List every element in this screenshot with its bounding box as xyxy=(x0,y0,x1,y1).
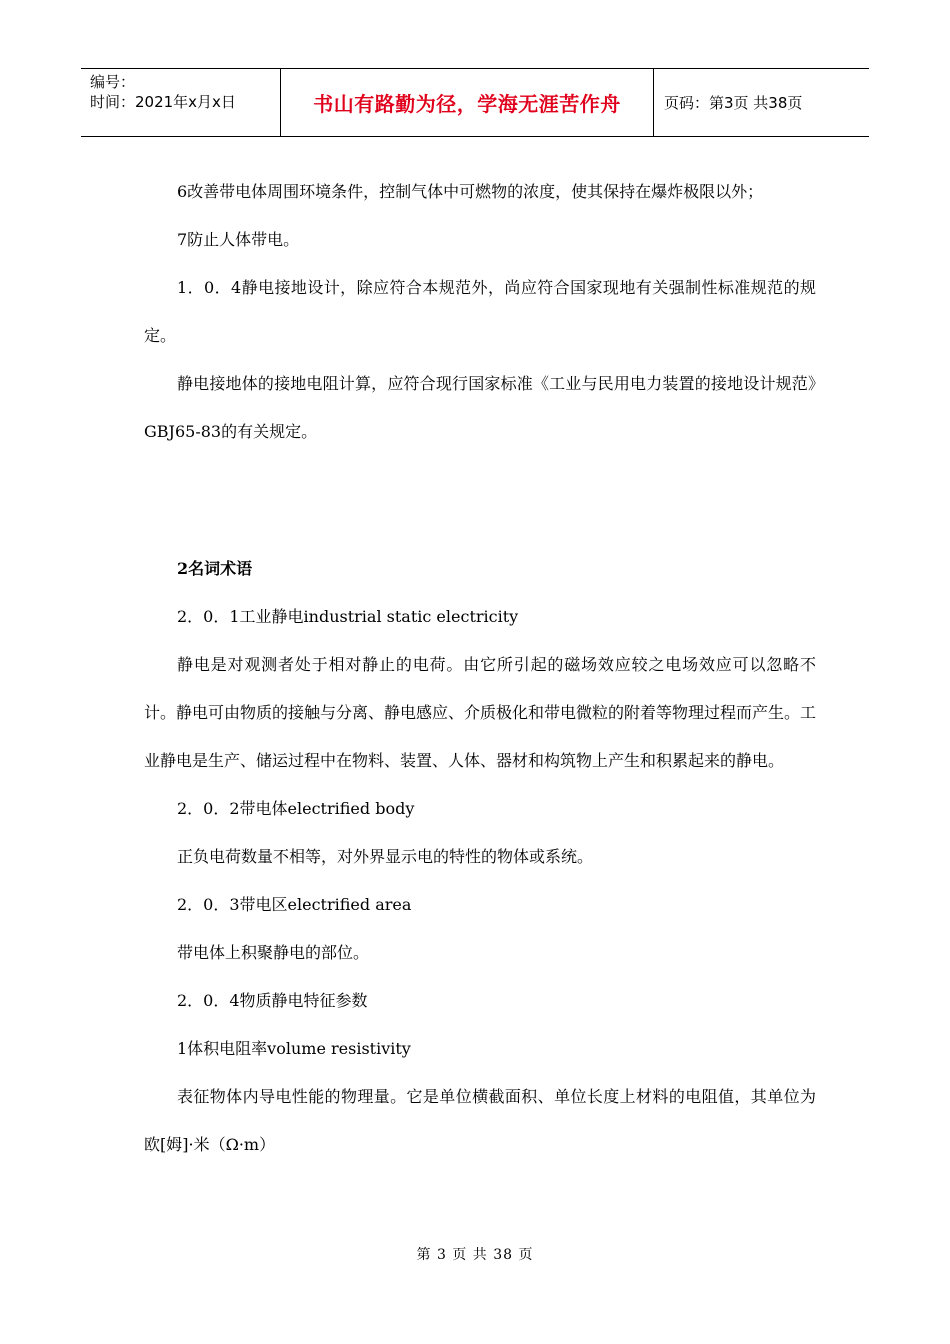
document-body xyxy=(144,168,816,1169)
term-heading: 2．0．4物质静电特征参数 xyxy=(177,991,368,1010)
paragraph: 静电接地体的接地电阻计算，应符合现行国家标准《工业与民用电力装置的接地设计规范》GBJ65-83的有关规定。 xyxy=(144,374,816,441)
paragraph: 1．0．4静电接地设计，除应符合本规范外，尚应符合国家现地有关强制性标准规范的规定。 xyxy=(144,278,816,345)
header-meta xyxy=(81,69,281,136)
term-subheading: 1体积电阻率volume resistivity xyxy=(177,1039,411,1058)
number-label: 编号： xyxy=(90,73,136,91)
spacer xyxy=(144,456,816,545)
term-heading: 2．0．1工业静电industrial static electricity xyxy=(177,607,519,626)
paragraph: 6改善带电体周围环境条件，控制气体中可燃物的浓度，使其保持在爆炸极限以外； xyxy=(177,182,764,201)
term-heading: 2．0．3带电区electrified area xyxy=(177,895,412,914)
paragraph: 7防止人体带电。 xyxy=(177,230,300,249)
paragraph: 正负电荷数量不相等，对外界显示电的特性的物体或系统。 xyxy=(177,847,594,866)
document-header xyxy=(81,68,869,137)
paragraph: 带电体上积聚静电的部位。 xyxy=(177,943,370,962)
header-page-info: 页码：第3页 共38页 xyxy=(664,94,803,112)
paragraph: 表征物体内导电性能的物理量。它是单位横截面积、单位长度上材料的电阻值，其单位为欧[姆]·米（Ω·m） xyxy=(144,1087,816,1154)
header-motto: 书山有路勤为径，学海无涯苦作舟 xyxy=(281,69,654,136)
page-footer: 第 3 页 共 38 页 xyxy=(416,1247,534,1263)
section-title: 2名词术语 xyxy=(177,559,253,578)
time-label: 时间：2021年x月x日 xyxy=(90,93,236,111)
term-heading: 2．0．2带电体electrified body xyxy=(177,799,415,818)
paragraph: 静电是对观测者处于相对静止的电荷。由它所引起的磁场效应较之电场效应可以忽略不计。静电可由物质的接触与分离、静电感应、介质极化和带电微粒的附着等物理过程而产生。工业静电是生产、储运过程中在物料、装置、人体、器材和构筑物上产生和积累起来的静电。 xyxy=(144,655,817,770)
